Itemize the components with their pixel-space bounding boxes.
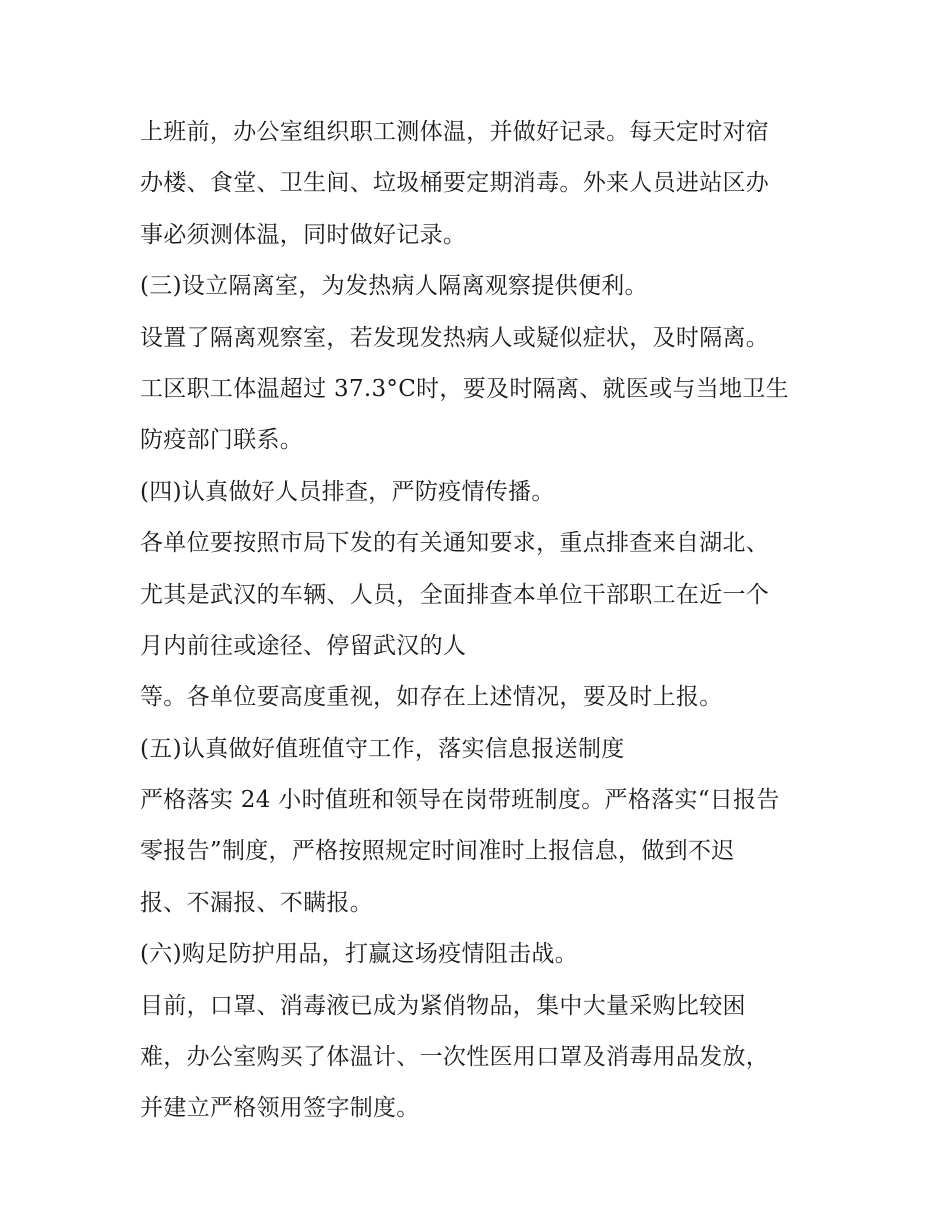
text-line: 并建立严格领用签字制度。 bbox=[140, 1095, 420, 1122]
text-line: 工区职工体温超过 37.3°C时，要及时隔离、就医或与当地卫生 bbox=[140, 375, 789, 402]
text-line: 零报告”制度，严格按照规定时间准时上报信息，做到不迟 bbox=[140, 838, 735, 865]
text-line: 事必须测体温，同时做好记录。 bbox=[140, 221, 467, 248]
text-line: 难，办公室购买了体温计、一次性医用口罩及消毒用品发放， bbox=[140, 1044, 770, 1071]
text-line: 上班前，办公室组织职工测体温，并做好记录。每天定时对宿 bbox=[140, 119, 770, 145]
document-body bbox=[140, 107, 830, 1135]
text-line: 目前，口罩、消毒液已成为紧俏物品，集中大量采购比较困 bbox=[140, 992, 746, 1019]
text-line: 报、不漏报、不瞒报。 bbox=[140, 889, 373, 916]
section-heading-6: (六)购足防护用品，打赢这场疫情阻击战。 bbox=[140, 941, 578, 968]
text-line: 各单位要按照市局下发的有关通知要求，重点排查来自湖北、 bbox=[140, 530, 770, 557]
section-heading-5: (五)认真做好值班值守工作，落实信息报送制度 bbox=[140, 735, 625, 762]
text-line: 办楼、食堂、卫生间、垃圾桶要定期消毒。外来人员进站区办 bbox=[140, 170, 770, 197]
text-line: 防疫部门联系。 bbox=[140, 427, 304, 454]
section-heading-4: (四)认真做好人员排查，严防疫情传播。 bbox=[140, 478, 555, 505]
text-line: 尤其是武汉的车辆、人员，全面排查本单位干部职工在近一个 bbox=[140, 581, 770, 608]
text-line: 月内前往或途径、停留武汉的人 bbox=[140, 632, 467, 659]
text-line: 等。各单位要高度重视，如存在上述情况，要及时上报。 bbox=[140, 684, 723, 711]
text-line: 严格落实 24 小时值班和领导在岗带班制度。严格落实“日报告 bbox=[140, 787, 780, 814]
section-heading-3: (三)设立隔离室，为发热病人隔离观察提供便利。 bbox=[140, 273, 648, 300]
text-line: 设置了隔离观察室，若发现发热病人或疑似症状，及时隔离。 bbox=[140, 324, 770, 351]
